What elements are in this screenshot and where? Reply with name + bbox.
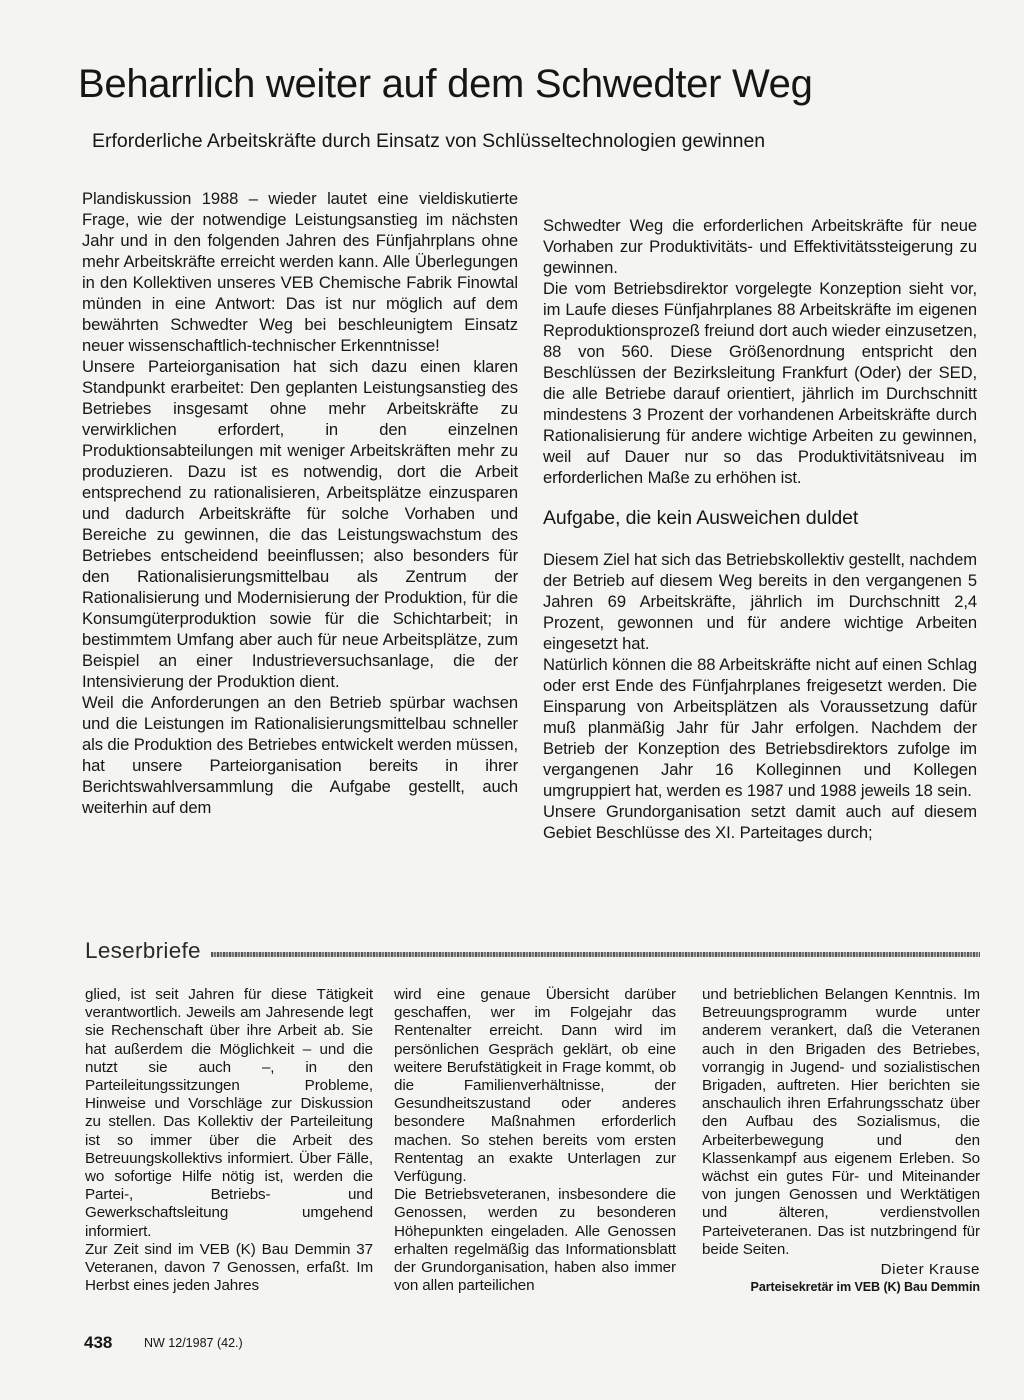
article-paragraph: Plandiskussion 1988 – wieder lautet eine vieldiskutierte Frage, wie der notwendige Leistungsanstieg im nächsten Jahr und in den folgenden Jahren des Fünfjahrplans ohne mehr Arbeitskräfte erreicht werden kann. Alle Überlegungen in den Kollektiven unseres VEB Chemische Fabrik Finowtal münden in eine Antwort: Das ist nur möglich auf dem bewährten Schwedter Weg bei beschleunigtem Einsatz neuer wissenschaftlich-technischer Erkenntnisse!: [82, 189, 518, 355]
article-paragraph: Schwedter Weg die erforderlichen Arbeitskräfte für neue Vorhaben zur Produktivitäts- und Effektivitätssteigerung zu gewinnen.: [543, 216, 977, 277]
article-paragraph: Weil die Anforderungen an den Betrieb spürbar wachsen und die Leistungen im Rationalisierungsmittelbau schneller als die Produktion des Betriebes entwickelt werden müssen, hat unsere Parteiorganisation bereits in ihrer Berichtswahlversammlung die Aufgabe gestellt, auch weiterhin auf dem: [82, 693, 519, 817]
letters-column-2: [394, 986, 676, 1295]
letter-paragraph: Zur Zeit sind im VEB (K) Bau Demmin 37 Veteranen, davon 7 Genossen, erfaßt. Im Herbst eines jeden Jahres: [85, 1240, 373, 1295]
page-footer: [84, 1333, 384, 1357]
letter-paragraph: und betrieblichen Belangen Kenntnis. Im Betreuungsprogramm wurde unter anderem verankert, daß die Veteranen auch in den Brigaden des Betriebes, vorrangig in Jugend- und sozialistischen Brigaden, auftreten. Hier berichten sie anschaulich ihren Erfahrungsschatz über den Aufbau des Sozialismus, die Arbeiterbewegung und den Klassenkampf aus eigenem Erleben. So wächst ein gutes Für- und Miteinander von jungen Genossen und Werktätigen und älteren, verdienstvollen Parteiveteranen. Das ist nutzbringend für beide Seiten.: [702, 986, 980, 1258]
headline: Beharrlich weiter auf dem Schwedter Weg: [78, 62, 813, 106]
article-paragraph: Natürlich können die 88 Arbeitskräfte nicht auf einen Schlag oder erst Ende des Fünfjahrplanes freigesetzt werden. Die Einsparung von Arbeitsplätzen als Voraussetzung dafür muß planmäßig Jahr für Jahr erfolgen. Nachdem der Betrieb der Konzeption des Betriebsdirektors zufolge im vergangenen Jahr 16 Kolleginnen und Kollegen umgruppiert hat, werden es 1987 und 1988 jeweils 18 sein.: [543, 655, 977, 800]
issue-label: NW 12/1987 (42.): [144, 1336, 243, 1350]
article-paragraph: Unsere Grundorganisation setzt damit auch auf diesem Gebiet Beschlüsse des XI. Parteitages durch;: [543, 802, 977, 842]
page-number: 438: [84, 1333, 113, 1352]
article-paragraph: Diesem Ziel hat sich das Betriebskollektiv gestellt, nachdem der Betrieb auf diesem Weg bereits in den vergangenen 5 Jahren 69 Arbeitskräfte, jährlich im Durchschnitt 2,4 Prozent, gewonnen und für andere wichtige Arbeiten eingesetzt hat.: [543, 550, 977, 653]
divider: [211, 952, 980, 957]
letter-paragraph: glied, ist seit Jahren für diese Tätigkeit verantwortlich. Jeweils am Jahresende legt sie Rechenschaft über ihre Arbeit ab. Sie hat außerdem die Möglichkeit – und die nutzt sie auch –, in den Parteileitungssitzungen Probleme, Hinweise und Vorschläge zur Diskussion zu stellen. Das Kollektiv der Parteileitung ist so immer über die Arbeit des Betreuungskollektivs informiert. Über Fälle, wo sofortige Hilfe nötig ist, werden die Partei-, Betriebs- und Gewerkschaftsleitung umgehend informiert.: [85, 986, 373, 1240]
letters-section-header: [85, 936, 980, 966]
signature-role: Parteisekretär im VEB (K) Bau Demmin: [750, 1280, 980, 1295]
letters-column-1: [85, 986, 373, 1295]
letters-label: Leserbriefe: [85, 938, 201, 963]
article-paragraph: Die vom Betriebsdirektor vorgelegte Konzeption sieht vor, im Laufe dieses Fünfjahrplanes 88 Arbeitskräfte im eigenen Reproduktionsprozeß freiund dort auch wieder einzusetzen, 88 von 560. Diese Größenordnung entspricht den Beschlüssen der Bezirksleitung Frankfurt (Oder) der SED, die alle Betriebe darauf orientiert, jährlich im Durchschnitt mindestens 3 Prozent der vorhandenen Arbeitskräfte durch Rationalisierung für andere wichtige Arbeiten zu gewinnen, weil auf Dauer nur so das Produktivitätsniveau im erforderlichen Maße zu erhöhen ist.: [543, 279, 977, 487]
article-column-right: [543, 215, 977, 843]
letter-paragraph: wird eine genaue Übersicht darüber geschaffen, wer im Folgejahr das Rentenalter erreicht. Dann wird im persönlichen Gespräch geklärt, ob eine weitere Berufstätigkeit in Frage kommt, ob die Familienverhältnisse, der Gesundheitszustand oder anderes besondere Maßnahmen erforderlich machen. So stehen bereits vom ersten Rententag an exakte Unterlagen zur Verfügung.: [394, 986, 676, 1186]
subheadline: Erforderliche Arbeitskräfte durch Einsatz von Schlüsseltechnologien gewinnen: [92, 130, 766, 152]
article-column-left: [82, 188, 518, 818]
letter-paragraph: Die Betriebsveteranen, insbesondere die Genossen, werden zu besonderen Höhepunkten eingeladen. Alle Genossen erhalten regelmäßig das Informationsblatt der Grundorganisation, haben also immer von allen parteilichen: [394, 1186, 676, 1295]
article-paragraph: Unsere Parteiorganisation hat sich dazu einen klaren Standpunkt erarbeitet: Den geplanten Leistungsanstieg des Betriebes insgesamt ohne mehr Arbeitskräfte zu verwirklichen erfordert, in den einzelnen Produktionsabteilungen mit weniger Arbeitskräften mehr zu produzieren. Dazu ist es notwendig, dort die Arbeit entsprechend zu rationalisieren, Arbeitsplätze einzusparen und dadurch Arbeitskräfte für solche Vorhaben und Bereiche zu gewinnen, die das Leistungswachstum des Betriebes entscheidend beeinflussen; also besonders für den Rationalisierungsmittelbau als Zentrum der Rationalisierung und Modernisierung der Produktion, für die Konsumgüterproduktion sowie für die Schichtarbeit; in bestimmtem Umfang aber auch für neue Arbeitsplätze, zum Beispiel an einer Industrieversuchsanlage, die der Intensivierung der Produktion dient.: [82, 357, 518, 691]
letters-column-3: [702, 986, 980, 1296]
signature-name: Dieter Krause: [880, 1261, 980, 1279]
section-heading: Aufgabe, die kein Ausweichen duldet: [543, 507, 859, 529]
